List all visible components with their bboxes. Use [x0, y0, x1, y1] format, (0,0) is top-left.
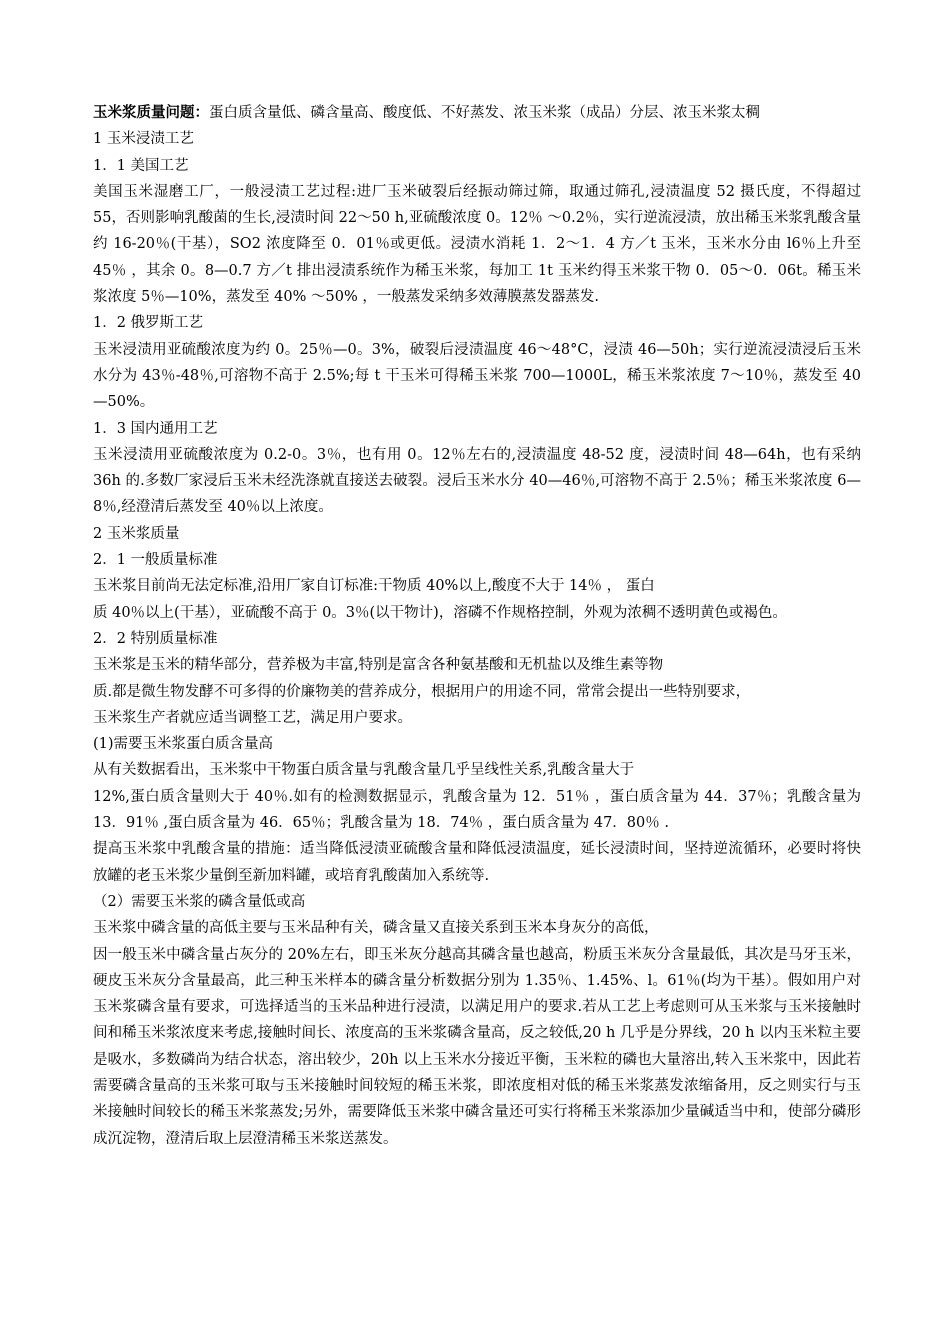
paragraph: 质.都是微生物发酵不可多得的价廉物美的营养成分，根据用户的用途不同，常常会提出一些特别要求，	[93, 683, 751, 700]
paragraph: 玉米浆生产者就应适当调整工艺，满足用户要求。	[93, 709, 412, 726]
paragraph: 美国玉米湿磨工厂，一般浸渍工艺过程:进厂玉米破裂后经振动筛过筛，取通过筛孔,浸渍温度 52 摄氏度，不得超过 55，否则影响乳酸菌的生长,浸渍时间 22～50 h,亚硫酸浓度 0。12％ ～0.2％，实行逆流浸渍，放出稀玉米浆乳酸含量约 16-20％(干基），SO2 浓度降至 0．01％或更低。浸渍水消耗 1．2～1．4 方／t 玉米，玉米水分由 l6％上升至 45％ ，其余 0。8—0.7 方／t 排出浸渍系统作为稀玉米浆，每加工 1t 玉米约得玉米浆干物 0．05～0．06t。稀玉米浆浓度 5％—10%，蒸发至 40% ～50% ，一般蒸发采纳多效薄膜蒸发器蒸发.	[93, 183, 861, 306]
paragraph: 1．2 俄罗斯工艺	[93, 315, 204, 332]
paragraph: （2）需要玉米浆的磷含量低或高	[93, 893, 306, 910]
heading-paragraph	[93, 100, 861, 126]
paragraph: 从有关数据看出，玉米浆中干物蛋白质含量与乳酸含量几乎呈线性关系,乳酸含量大于	[93, 762, 635, 779]
paragraph: 1．3 国内通用工艺	[93, 420, 218, 437]
paragraph: 12%,蛋白质含量则大于 40％.如有的检测数据显示，乳酸含量为 12．51％ ，蛋白质含量为 44．37％；乳酸含量为 13．91％ ,蛋白质含量为 46．65％；乳酸含量为 18．74％ ，蛋白质含量为 47．80％ .	[93, 788, 861, 832]
paragraph: 玉米浆是玉米的精华部分，营养极为丰富,特别是富含各种氨基酸和无机盐以及维生素等物	[93, 657, 664, 674]
paragraph: 玉米浆中磷含量的高低主要与玉米品种有关，磷含量又直接关系到玉米本身灰分的高低，	[93, 920, 659, 937]
paragraph: 玉米浸渍用亚硫酸浓度为 0.2-0。3％，也有用 0。12％左右的,浸渍温度 48-52 度，浸渍时间 48—64h，也有采纳 36h 的.多数厂家浸后玉米未经洗涤就直接送去破裂。浸后玉米水分 40—46％,可溶物不高于 2.5％；稀玉米浆浓度 6—8％,经澄清后蒸发至 40％以上浓度。	[93, 446, 861, 516]
paragraph: 因一般玉米中磷含量占灰分的 20%左右，即玉米灰分越高其磷含量也越高，粉质玉米灰分含量最低，其次是马牙玉米，硬皮玉米灰分含量最高，此三种玉米样本的磷含量分析数据分别为 1.35％、1.45%、l。61％(均为干基）。假如用户对玉米浆磷含量有要求，可选择适当的玉米品种进行浸渍，以满足用户的要求.若从工艺上考虑则可从玉米浆与玉米接触时间和稀玉米浆浓度来考虑,接触时间长、浓度高的玉米浆磷含量高，反之较低,20 h 几乎是分界线，20 h 以内玉米粒主要是吸水，多数磷尚为结合状态，溶出较少，20h 以上玉米水分接近平衡，玉米粒的磷也大量溶出,转入玉米浆中，因此若需要磷含量高的玉米浆可取与玉米接触时间较短的稀玉米浆，即浓度相对低的稀玉米浆蒸发浓缩备用，反之则实行与玉米接触时间较长的稀玉米浆蒸发;另外，需要降低玉米浆中磷含量还可实行将稀玉米浆添加少量碱适当中和，使部分磷形成沉淀物，澄清后取上层澄清稀玉米浆送蒸发。	[93, 946, 861, 1147]
paragraph: 提高玉米浆中乳酸含量的措施：适当降低浸渍亚硫酸含量和降低浸渍温度，延长浸渍时间，坚持逆流循环，必要时将快放罐的老玉米浆少量倒至新加料罐，或培育乳酸菌加入系统等.	[93, 841, 861, 884]
paragraph: 2 玉米浆质量	[93, 525, 180, 542]
paragraph-list	[93, 126, 861, 1152]
paragraph: 玉米浸渍用亚硫酸浓度为约 0。25％—0。3%，破裂后浸渍温度 46～48°C，浸渍 46—50h；实行逆流浸渍浸后玉米水分为 43％-48％,可溶物不高于 2.5%;每 t 干玉米可得稀玉米浆 700—1000L，稀玉米浆浓度 7～10％，蒸发至 40—50%。	[93, 341, 861, 411]
heading-text: 蛋白质含量低、磷含量高、酸度低、不好蒸发、浓玉米浆（成品）分层、浓玉米浆太稠	[209, 105, 760, 121]
paragraph: 质 40％以上(干基），亚硫酸不高于 0。3％(以干物计)，溶磷不作规格控制，外观为浓稠不透明黄色或褐色。	[93, 604, 787, 621]
paragraph: 1 玉米浸渍工艺	[93, 131, 194, 148]
heading-label: 玉米浆质量问题：	[93, 104, 209, 121]
paragraph: 2．1 一般质量标准	[93, 552, 218, 569]
document-body	[93, 100, 861, 1152]
paragraph: 1．1 美国工艺	[93, 157, 189, 174]
paragraph: 2．2 特别质量标准	[93, 630, 218, 647]
paragraph: 玉米浆目前尚无法定标准,沿用厂家自订标准:干物质 40%以上,酸度不大于 14％ ， 蛋白	[93, 578, 655, 595]
paragraph: (1)需要玉米浆蛋白质含量高	[93, 736, 274, 753]
